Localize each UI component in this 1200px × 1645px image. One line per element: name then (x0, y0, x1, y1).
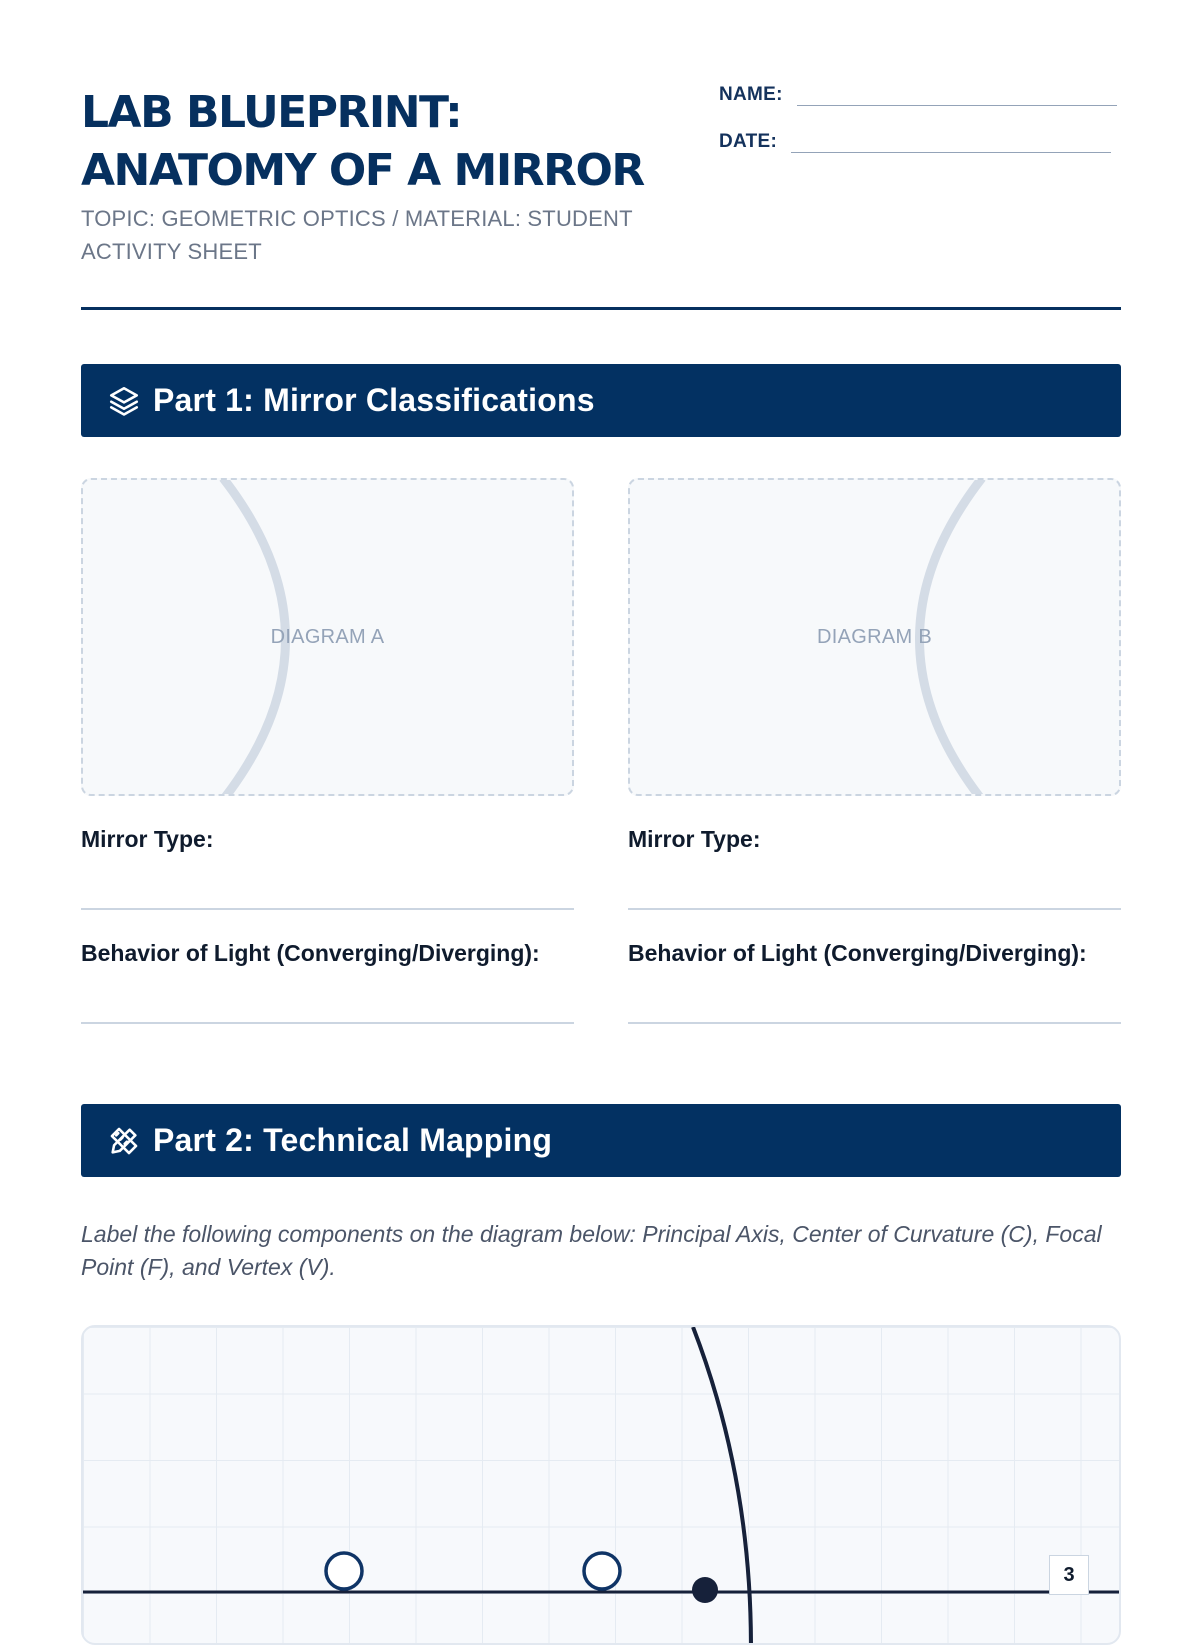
part2-title: Part 2: Technical Mapping (153, 1122, 553, 1158)
part1-title: Part 1: Mirror Classifications (153, 382, 595, 418)
layers-icon (107, 384, 141, 418)
vertex-marker (692, 1577, 718, 1603)
page-subtitle: TOPIC: GEOMETRIC OPTICS / MATERIAL: STUDENT ACTIVITY SHEET (81, 206, 633, 264)
title-line-1: LAB BLUEPRINT: (81, 87, 462, 138)
name-field (719, 84, 1117, 106)
behavior-label-a: Behavior of Light (Converging/Diverging): (81, 940, 540, 966)
part2-header (81, 1104, 1121, 1177)
mirror-type-answer-line-b[interactable] (628, 908, 1121, 910)
header-divider (81, 307, 1121, 310)
center-of-curvature-marker (326, 1553, 362, 1589)
page-title (81, 84, 644, 200)
date-blank-line[interactable] (791, 151, 1111, 153)
date-label: DATE: (719, 131, 778, 152)
ruler-pencil-icon (107, 1124, 141, 1158)
behavior-answer-line-a[interactable] (81, 1022, 574, 1024)
mirror-type-label-b: Mirror Type: (628, 826, 761, 852)
technical-mapping-grid (81, 1325, 1121, 1645)
behavior-answer-line-b[interactable] (628, 1022, 1121, 1024)
page-number-badge: 3 (1049, 1555, 1089, 1595)
focal-point-marker (584, 1553, 620, 1589)
diagram-a-label: DIAGRAM A (270, 626, 385, 648)
mirror-type-answer-line-a[interactable] (81, 908, 574, 910)
mirror-type-label-a: Mirror Type: (81, 826, 214, 852)
date-field (719, 131, 1111, 153)
part2-instructions: Label the following components on the diagram below: Principal Axis, Center of Curvature (C), Focal Point (F), and Vertex (V). (81, 1221, 1102, 1280)
diagram-a-box (81, 478, 574, 796)
diagram-b-box (628, 478, 1121, 796)
title-line-2: ANATOMY OF A MIRROR (81, 145, 644, 196)
behavior-label-b: Behavior of Light (Converging/Diverging): (628, 940, 1087, 966)
part1-header (81, 364, 1121, 437)
diagram-b-label: DIAGRAM B (817, 626, 932, 648)
name-label: NAME: (719, 84, 783, 105)
worksheet-page (81, 0, 1121, 1600)
name-blank-line[interactable] (797, 104, 1117, 106)
